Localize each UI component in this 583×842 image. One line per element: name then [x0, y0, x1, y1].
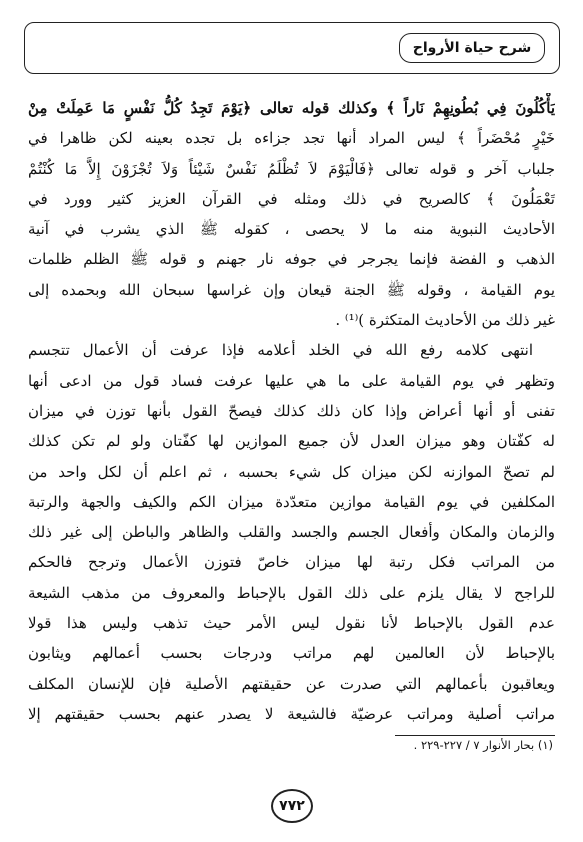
text-line: جلباب آخر و قوله تعالى ﴿فَالْيَوْمَ لاَ تُظْلَمُ نَفْسٌ شَيْئاً وَلاَ تُجْزَوْنَ إِلاَّ مَا كُنْتُمْ: [28, 159, 555, 178]
text-line: له كفّتان وهو ميزان العدل لأن جميع الموازين لها كفّتان ولو لم تكن كذلك: [28, 432, 555, 451]
footnote: (١) بحار الأنوار ٧ / ٢٢٧-٢٢٩ .: [413, 738, 553, 752]
running-header-title: شرح حياة الأرواح: [412, 40, 532, 56]
text-line: يوم القيامة ، وقوله ﷺ الجنة قيعان وإن غراسها سبحان الله وبحمده إلى: [28, 280, 555, 299]
footnote-divider: [395, 735, 555, 736]
text-line: لم تصحّ الموازنه لكن ميزان كل شيء بحسبه ، ثم اعلم أن لكل واحد من: [28, 462, 555, 481]
text-line: انتهى كلامه رفع الله في الخلد أعلامه فإذا عرفت أن الأعمال تتجسم: [28, 341, 533, 360]
text-line: للراجح لا يقال يلزم على ذلك القول بالإحباط والمعروف من مذهب الشيعة: [28, 583, 555, 602]
text-line: الذهب و الفضة فإنما يجرجر في جوفه نار جهنم و قوله ﷺ الظلم ظلمات: [28, 250, 555, 269]
page-number-badge: [271, 789, 313, 823]
text-line: تَعْمَلُونَ ﴾ كالصريح في ذلك ومثله في القرآن العزيز كثير وورد في: [28, 189, 555, 208]
main-text-block: [28, 93, 555, 729]
running-header-title-box: [399, 33, 545, 63]
running-header-frame: [24, 22, 560, 74]
text-line: والزمان والمكان وأفعال الجسم والجسد والقلب والظاهر والباطن إلى غير ذلك: [28, 523, 555, 542]
page-number: ٧٧٢: [279, 798, 305, 814]
text-line: من المراتب فكل رتبة لها ميزان خاصّ فتوزن الأعمال وترجح فالحكم: [28, 553, 555, 572]
text-line: يَأْكُلُونَ فِي بُطُونِهِمْ نَاراً ﴾ وكذلك قوله تعالى ﴿يَوْمَ تَجِدُ كُلُّ نَفْسٍ مَا عَمِلَتْ مِنْ: [28, 99, 555, 117]
text-line: خَيْرٍ مُحْضَراً ﴾ ليس المراد أنها تجد جزاءه بل تجده بعينه لكن ظاهرا في: [28, 129, 555, 148]
text-line: عدم القول بالإحباط لأنا نقول ليس الأمر حيث تذهب وليس هذا قولا: [28, 614, 555, 633]
text-line: الأحاديث النبوية منه ما لا يحصى ، كقوله ﷺ الذي يشرب في آنية: [28, 220, 555, 239]
text-line: غير ذلك من الأحاديث المتكثرة )⁽¹⁾ .: [335, 311, 555, 330]
text-line: مراتب أصلية ومراتب عرضيّة فالشيعة لا يصدر عنهم بحسب حقيقتهم إلا: [28, 704, 555, 723]
text-line: المكلفين في يوم القيامة موازين متعدّدة ميزان الكم والكيف والجهة والرتبة: [28, 492, 555, 511]
text-line: تفنى أو أنها أعراض وإذا كان ذلك كذلك فيصحّ القول بأنها توزن في ميزان: [28, 401, 555, 420]
text-line: بالإحباط لأن العالمين لهم مراتب ودرجات بحسب أعمالهم ويثابون: [28, 644, 555, 663]
text-line: وتظهر في يوم القيامة على ما هي عليها عرفت فساد قول من ادعى أنها: [28, 371, 555, 390]
text-line: ويعاقبون بأعمالهم التي صدرت عن حقيقتهم الأصلية فإن للإنسان المكلف: [28, 674, 555, 693]
